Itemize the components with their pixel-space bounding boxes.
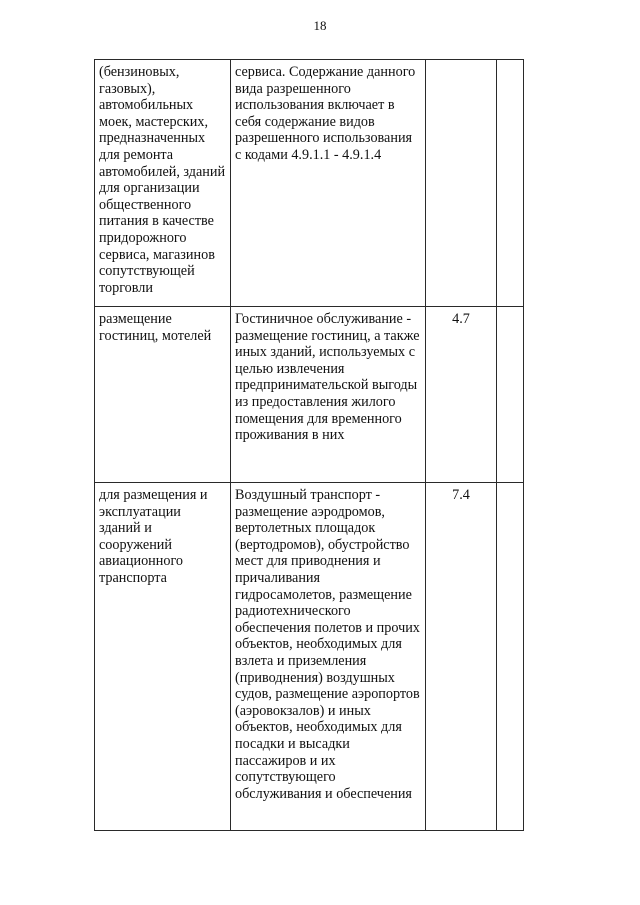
empty-cell	[497, 483, 524, 831]
empty-cell	[497, 307, 524, 483]
description-cell: Воздушный транспорт - размещение аэродромов, вертолетных площадок (вертодромов), обустройство мест для приводнения и причаливания гидросамолетов, размещение радиотехнического обеспечения полетов и прочих объектов, необходимых для взлета и приземления (приводнения) воздушных судов, размещение аэропортов (аэровокзалов) и иных объектов, необходимых для посадки и высадки пассажиров и их сопутствующего обслуживания и обеспечения	[231, 483, 426, 831]
land-use-table	[94, 59, 524, 831]
code-cell: 7.4	[426, 483, 497, 831]
table-row	[95, 483, 524, 831]
code-cell	[426, 60, 497, 307]
purpose-cell: размещение гостиниц, мотелей	[95, 307, 231, 483]
description-cell: сервиса. Содержание данного вида разрешенного использования включает в себя содержание видов разрешенного использования с кодами 4.9.1.1 - 4.9.1.4	[231, 60, 426, 307]
description-cell: Гостиничное обслуживание - размещение гостиниц, а также иных зданий, используемых с целью извлечения предпринимательской выгоды из предоставления жилого помещения для временного проживания в них	[231, 307, 426, 483]
table-row	[95, 307, 524, 483]
page-number: 18	[313, 18, 327, 33]
table-row	[95, 60, 524, 307]
purpose-cell: для размещения и эксплуатации зданий и сооружений авиационного транспорта	[95, 483, 231, 831]
purpose-cell: (бензиновых, газовых), автомобильных моек, мастерских, предназначенных для ремонта автомобилей, зданий для организации общественного питания в качестве придорожного сервиса, магазинов сопутствующей торговли	[95, 60, 231, 307]
empty-cell	[497, 60, 524, 307]
code-cell: 4.7	[426, 307, 497, 483]
